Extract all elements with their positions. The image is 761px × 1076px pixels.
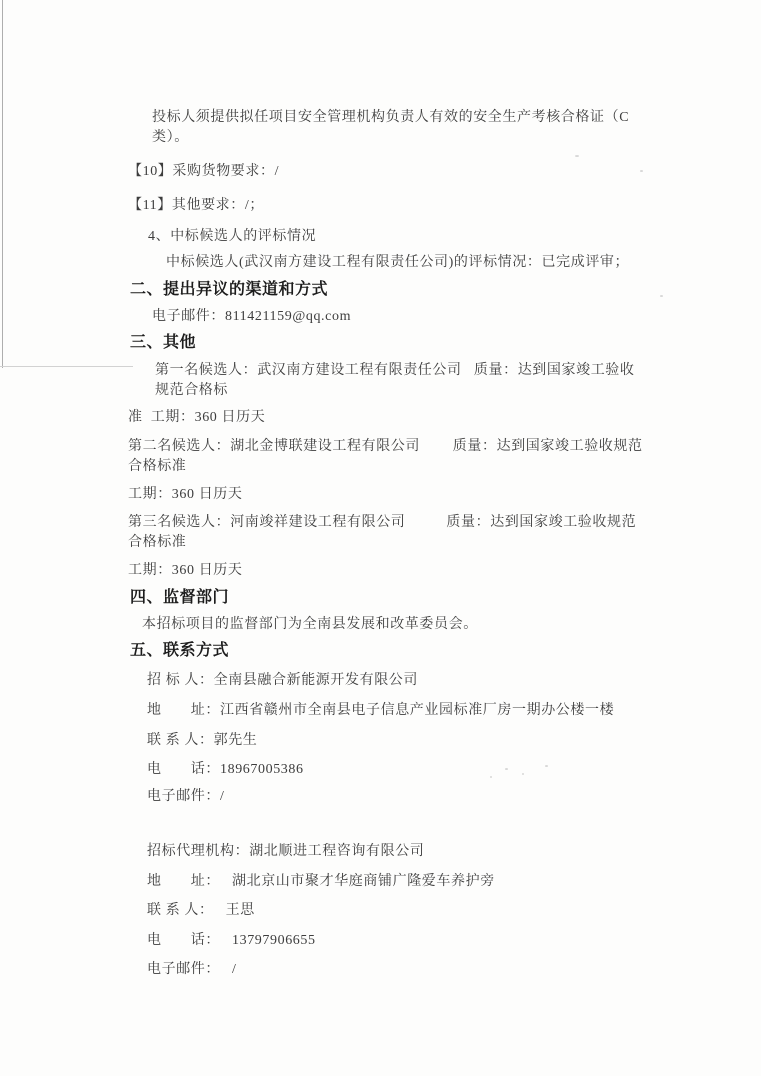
section-objection-heading: 二、提出异议的渠道和方式 (130, 281, 329, 298)
tenderer-phone-row (128, 760, 648, 780)
document-body (128, 108, 648, 980)
section-contact-heading: 五、联系方式 (130, 642, 230, 659)
candidate-2-duration-line: 工期：360 日历天 (128, 487, 243, 502)
tenderer-contact-person-value: 郭先生 (213, 733, 258, 748)
agency-contact-person-value: 王思 (225, 903, 255, 918)
tenderer-email-row (128, 787, 648, 807)
agency-address-value: 湖北京山市聚才华庭商铺广隆爱车养护旁 (232, 874, 495, 889)
tenderer-email-label: 电子邮件： (147, 789, 220, 804)
candidate-2-line: 第二名候选人：湖北金博联建设工程有限公司 质量：达到国家竣工验收规范合格标准 (128, 439, 643, 474)
candidate-1-duration-line: 准 工期：360 日历天 (128, 410, 266, 425)
tenderer-contact-person-label: 联 系 人： (147, 733, 214, 748)
candidate-1-line: 第一名候选人：武汉南方建设工程有限责任公司 质量：达到国家竣工验收规范合格标 (155, 363, 635, 398)
tenderer-name-label: 招 标 人： (147, 673, 214, 688)
objection-email-line: 电子邮件：811421159@qq.com (152, 309, 352, 324)
section-supervision-heading: 四、监督部门 (130, 589, 230, 606)
tenderer-phone-label: 电 话： (147, 762, 220, 777)
evaluation-status-detail: 中标候选人(武汉南方建设工程有限责任公司)的评标情况：已完成评审； (166, 255, 630, 270)
tenderer-email-value: / (220, 789, 225, 804)
agency-phone-row (128, 931, 648, 951)
agency-address-label: 地 址： (147, 874, 220, 889)
section-other-heading: 三、其他 (130, 334, 197, 351)
tenderer-name-row (128, 671, 648, 691)
agency-contact-person-label: 联 系 人： (147, 903, 214, 918)
candidate-3-duration-line: 工期：360 日历天 (128, 563, 243, 578)
tenderer-name-value: 全南县融合新能源开发有限公司 (213, 673, 419, 688)
tenderer-phone-value: 18967005386 (220, 762, 304, 777)
agency-phone-label: 电 话： (147, 933, 220, 948)
purchase-goods-requirement: 【10】采购货物要求：/ (128, 164, 280, 179)
tenderer-contact-person-row (128, 731, 648, 751)
evaluation-status-title: 4、中标候选人的评标情况 (148, 229, 317, 244)
tenderer-address-value: 江西省赣州市全南县电子信息产业园标准厂房一期办公楼一楼 (220, 703, 615, 718)
agency-phone-value: 13797906655 (232, 933, 316, 948)
supervision-body: 本招标项目的监督部门为全南县发展和改革委员会。 (142, 617, 478, 632)
candidate-3-line: 第三名候选人：河南竣祥建设工程有限公司 质量：达到国家竣工验收规范合格标准 (128, 515, 637, 550)
agency-name-value: 湖北顺进工程咨询有限公司 (249, 844, 425, 859)
scan-edge-artifact-horizontal (0, 366, 133, 367)
tenderer-address-row (128, 701, 648, 721)
other-requirement: 【11】其他要求：/； (128, 198, 264, 213)
agency-name-row (128, 842, 648, 862)
safety-certificate-note: 投标人须提供拟任项目安全管理机构负责人有效的安全生产考核合格证（C 类）。 (152, 110, 634, 145)
agency-email-row (128, 960, 648, 980)
agency-email-value: / (232, 962, 237, 977)
agency-email-label: 电子邮件： (147, 962, 220, 977)
agency-name-label: 招标代理机构： (147, 844, 250, 859)
agency-address-row (128, 872, 648, 892)
scan-edge-artifact-vertical (2, 0, 3, 368)
tenderer-address-label: 地 址： (147, 703, 220, 718)
agency-contact-person-row (128, 901, 648, 921)
scan-speckle (660, 295, 663, 297)
